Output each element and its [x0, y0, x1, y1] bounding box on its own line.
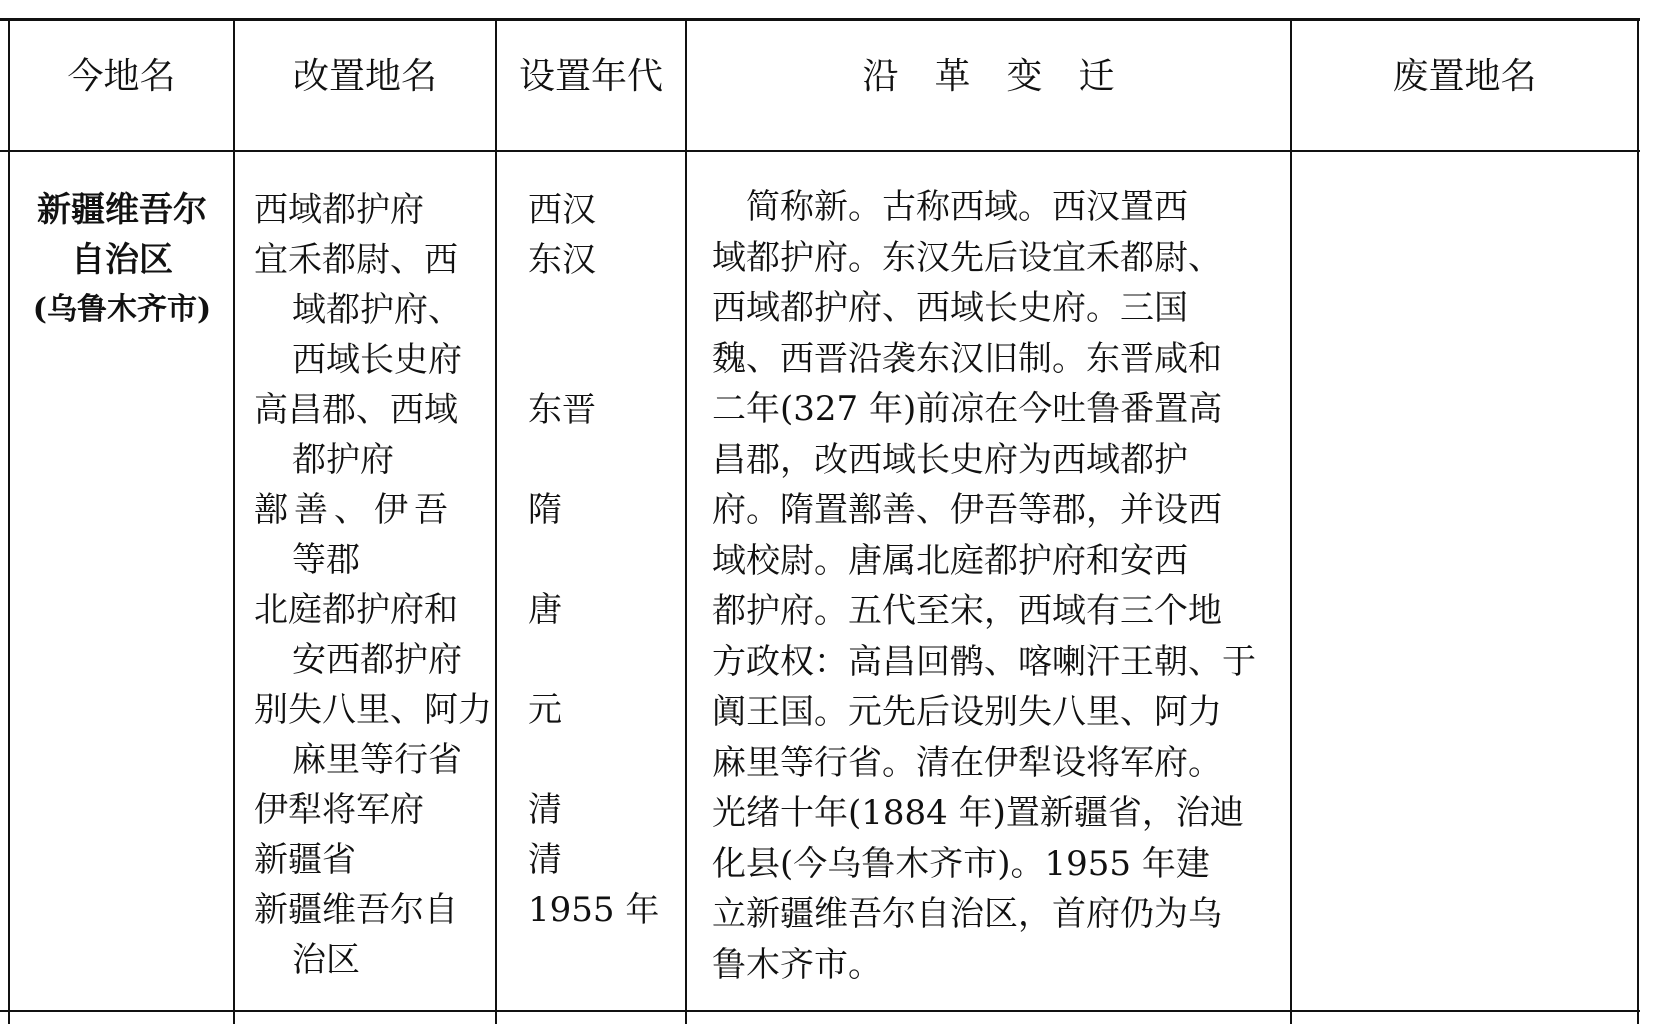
row-bottom-rule [0, 1010, 1640, 1012]
era-5: 唐 [528, 590, 562, 630]
changed-name-2-line-1: 宜禾都尉、西 [254, 240, 458, 280]
changed-name-6-line-1: 别失八里、阿力 [254, 690, 492, 730]
header-history: 沿 革 变 迁 [862, 56, 1115, 97]
changed-name-3-line-2: 都护府 [292, 440, 394, 480]
era-7: 清 [528, 790, 562, 830]
changed-name-7: 伊犁将军府 [254, 790, 424, 830]
history-line: 都护府。五代至宋，西域有三个地 [712, 591, 1222, 631]
era-3: 东晋 [528, 390, 596, 430]
column-divider-3 [685, 18, 687, 1024]
table-top-rule [0, 18, 1640, 21]
table-left-rule [8, 18, 10, 1024]
history-line: 西域都护府、西域长史府。三国 [712, 288, 1188, 328]
history-line: 鲁木齐市。 [712, 944, 882, 985]
era-1: 西汉 [528, 190, 596, 230]
history-line: 魏、西晋沿袭东汉旧制。东晋咸和 [712, 338, 1222, 379]
history-line: 光绪十年(1884 年)置新疆省，治迪 [712, 793, 1244, 833]
history-line: 化县(今乌鲁木齐市)。1955 年建 [712, 843, 1210, 884]
history-line: 二年(327 年)前凉在今吐鲁番置高 [712, 389, 1223, 429]
changed-name-9-line-2: 治区 [292, 940, 360, 980]
era-9: 1955 年 [528, 890, 660, 930]
changed-name-6-line-2: 麻里等行省 [292, 740, 462, 780]
era-4: 隋 [528, 490, 562, 530]
table-right-rule [1637, 18, 1639, 1024]
history-line: 府。隋置鄯善、伊吾等郡，并设西 [712, 490, 1222, 530]
current-name-line-3: (乌鲁木齐市) [32, 292, 212, 327]
history-line: 方政权：高昌回鹘、喀喇汗王朝、于 [712, 641, 1256, 682]
changed-name-2-line-2: 域都护府、 [292, 290, 462, 330]
history-line: 阗王国。元先后设别失八里、阿力 [712, 692, 1222, 732]
history-line: 域都护府。东汉先后设宜禾都尉、 [712, 237, 1222, 278]
history-line: 立新疆维吾尔自治区，首府仍为乌 [712, 894, 1222, 934]
changed-name-5-line-2: 安西都护府 [292, 640, 462, 680]
changed-name-4-line-2: 等郡 [292, 540, 360, 580]
history-line: 域校尉。唐属北庭都护府和安西 [712, 540, 1188, 581]
history-line: 昌郡，改西域长史府为西域都护 [712, 439, 1188, 480]
header-changed-name: 改置地名 [292, 56, 437, 97]
header-abolished-name: 废置地名 [1392, 56, 1537, 97]
changed-name-8: 新疆省 [254, 840, 356, 880]
column-divider-1 [233, 18, 235, 1024]
era-8: 清 [528, 840, 562, 880]
changed-name-1: 西域都护府 [254, 190, 424, 230]
changed-name-2-line-3: 西域长史府 [292, 340, 462, 380]
header-bottom-rule [0, 150, 1640, 152]
header-current-name: 今地名 [67, 56, 176, 97]
changed-name-4-line-1: 鄯善、伊吾 [254, 490, 454, 530]
changed-name-9-line-1: 新疆维吾尔自 [254, 890, 458, 930]
column-divider-2 [495, 18, 497, 1024]
history-line: 麻里等行省。清在伊犁设将军府。 [712, 742, 1222, 783]
era-2: 东汉 [528, 240, 596, 280]
changed-name-5-line-1: 北庭都护府和 [254, 590, 458, 630]
changed-name-3-line-1: 高昌郡、西域 [254, 390, 458, 430]
era-6: 元 [528, 690, 562, 730]
column-divider-4 [1290, 18, 1292, 1024]
history-paragraph [712, 182, 1277, 990]
header-era: 设置年代 [518, 56, 663, 97]
current-name-line-1: 新疆维吾尔 [37, 190, 207, 230]
history-line: 简称新。古称西域。西汉置西 [712, 187, 1188, 227]
current-name-line-2: 自治区 [71, 240, 173, 280]
